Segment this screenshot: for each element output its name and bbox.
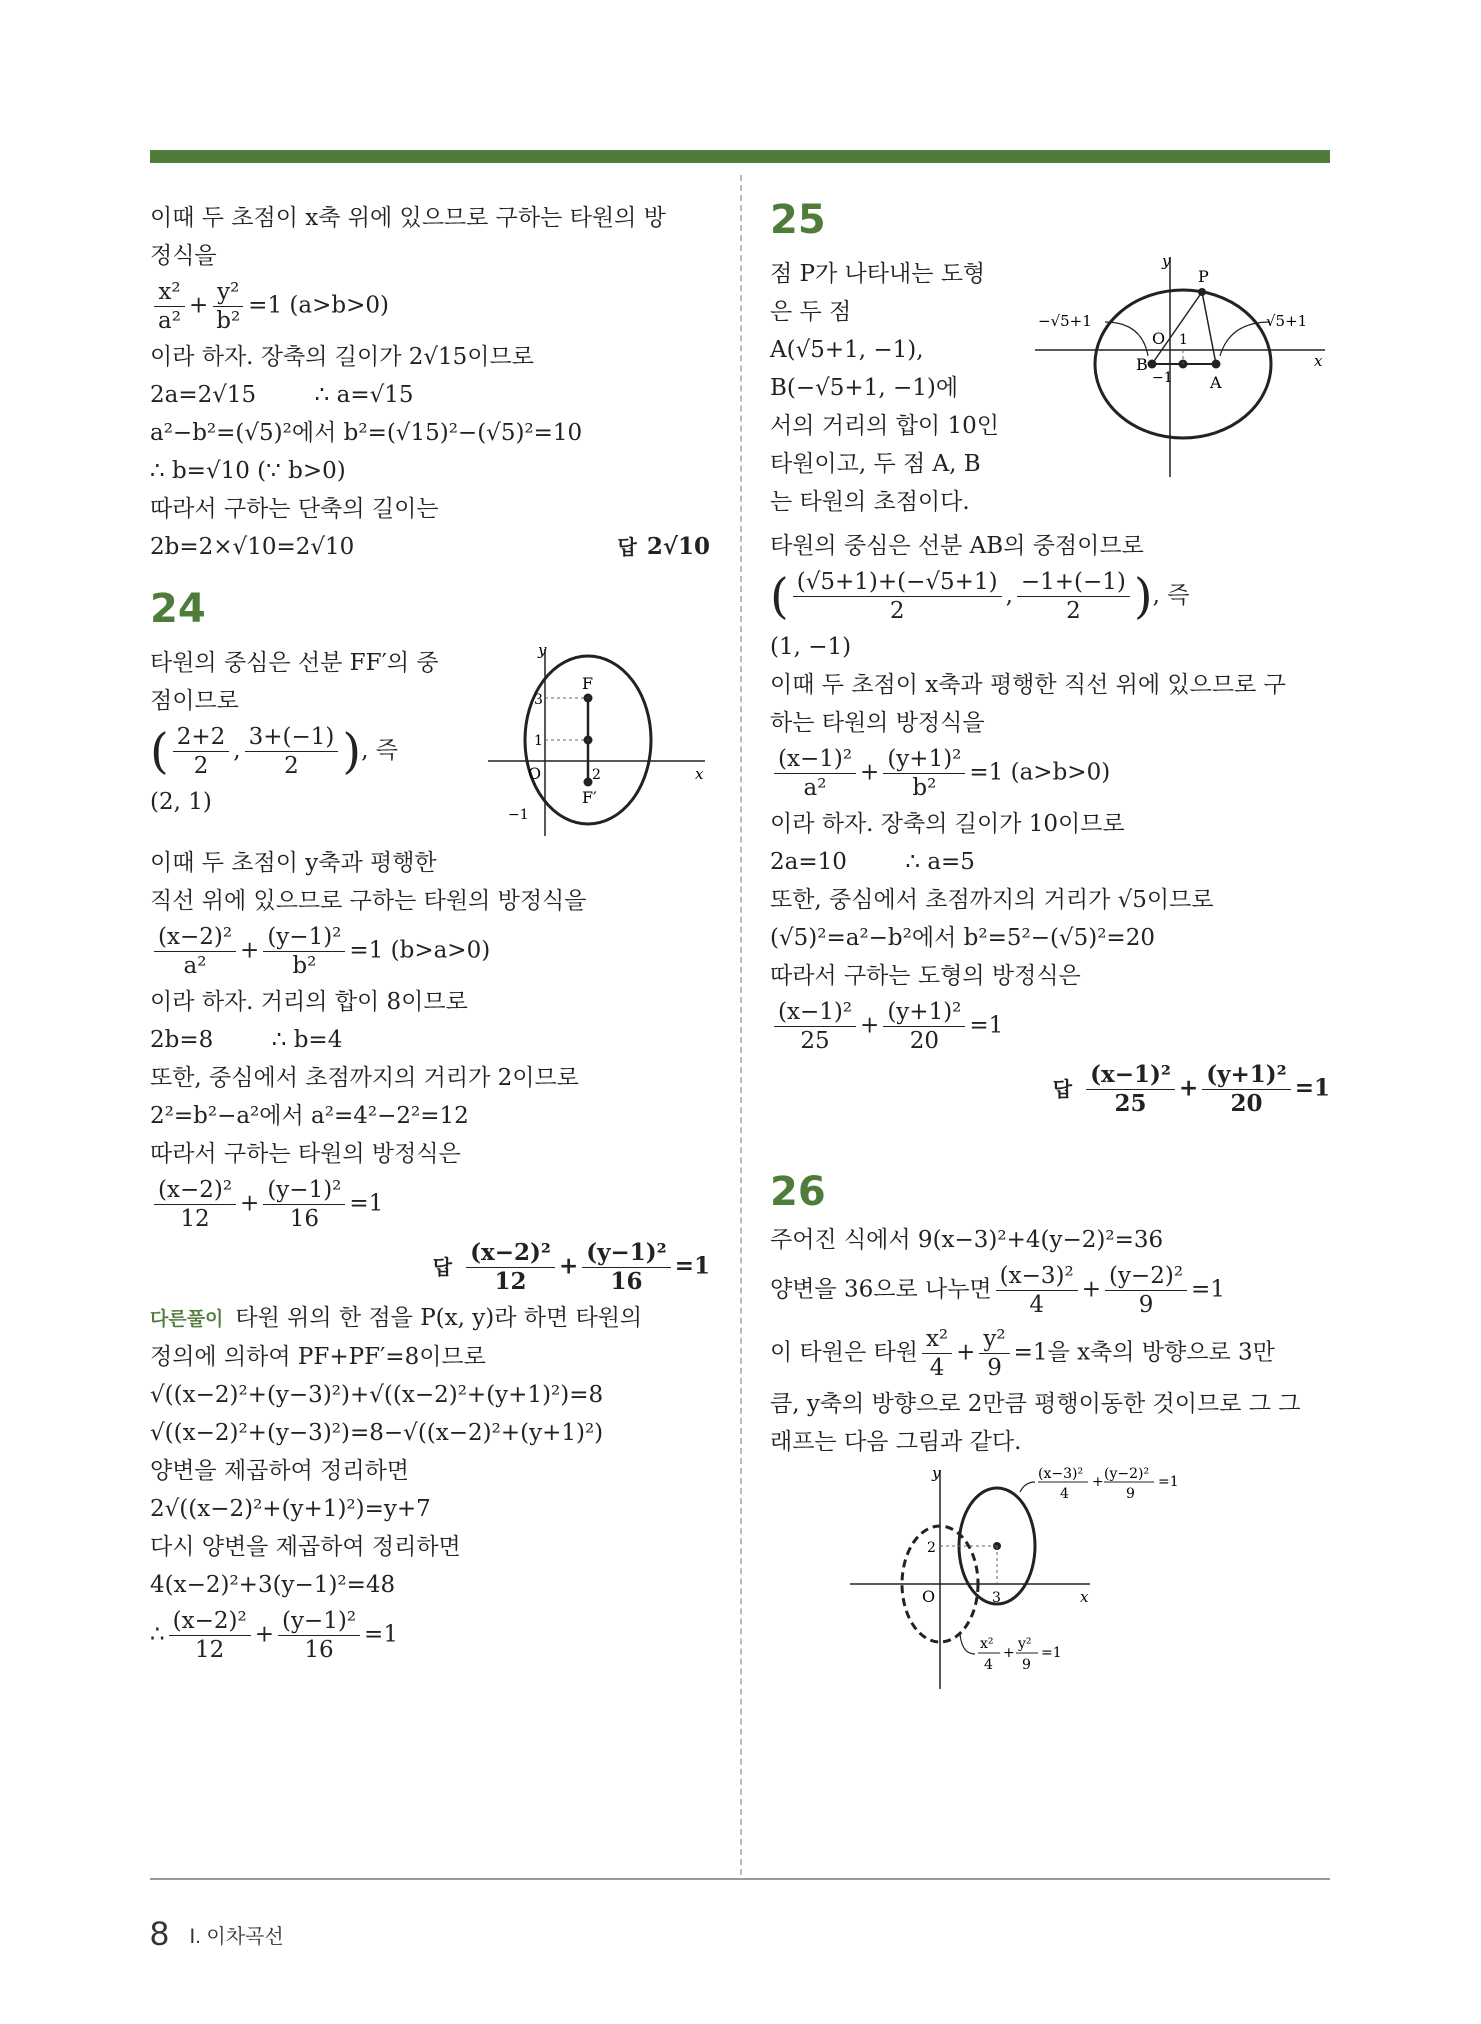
- p24-intro: [150, 641, 710, 841]
- frac-den: 25: [800, 1028, 830, 1054]
- prev-answer-row: [150, 531, 710, 563]
- p24-line-5: 직선 위에 있으므로 구하는 타원의 방정식을: [150, 888, 587, 914]
- label-x: x: [695, 765, 704, 783]
- answer-label: 답: [1052, 1076, 1073, 1101]
- frac-den: 2: [889, 598, 905, 624]
- alt-text: 타원 위의 한 점을 P(x, y)라 하면 타원의: [235, 1305, 643, 1331]
- p24-line-8: 2b=8 ∴ b=4: [150, 1027, 343, 1053]
- frac-den: 12: [180, 1206, 210, 1232]
- label-y: y: [1162, 252, 1171, 270]
- frac-num: (x−3)²: [996, 1262, 1078, 1291]
- p24-line-1: 타원의 중심은 선분 FF′의 중: [150, 650, 439, 676]
- prev-line-1: 이때 두 초점이 x축 위에 있으므로 구하는 타원의 방: [150, 205, 666, 231]
- p24-alt-7: 다시 양변을 제곱하여 정리하면: [150, 1534, 461, 1560]
- therefore: ∴: [150, 1621, 165, 1648]
- prev-equation: $\frac{\text{x²}}{\text{a²}}$ + $\frac{\text{y²}}{\text{b²}}$ =1 (a>b>0): [150, 278, 710, 335]
- p24-alt-6: 2√((x−2)²+(y+1)²)=y+7: [150, 1496, 431, 1522]
- frac-den: 2: [284, 753, 299, 779]
- pointer-top: [1020, 1482, 1035, 1492]
- top-eq-plus: +: [1092, 1474, 1104, 1490]
- p24-alt-5: 양변을 제곱하여 정리하면: [150, 1458, 410, 1484]
- label-f: F: [582, 674, 594, 693]
- p25-line-5: 서의 거리의 합이 10인: [770, 413, 999, 439]
- p24-line-4: 이때 두 초점이 y축과 평행한: [150, 850, 437, 876]
- label-a: A: [1210, 373, 1222, 392]
- p25-intro: [770, 252, 1330, 524]
- frac-den: 20: [909, 1028, 939, 1054]
- answer-value: 2√10: [646, 533, 710, 560]
- frac-num: (x−2)²: [169, 1607, 251, 1636]
- tick-minus-1: −1: [1152, 370, 1173, 386]
- frac-den: 25: [1114, 1090, 1147, 1117]
- p25-line-4: B(−√5+1, −1)에: [770, 375, 959, 401]
- frac-num: (y−2)²: [1105, 1262, 1187, 1291]
- tick-1: 1: [534, 733, 543, 749]
- right-column: [770, 196, 1330, 1694]
- p24-alt-8: 4(x−2)²+3(y−1)²=48: [150, 1572, 396, 1598]
- frac-num: x²: [922, 1325, 952, 1354]
- p26-line-3-text: 이 타원은 타원: [770, 1339, 918, 1366]
- label-left-focus-x: −√5+1: [1038, 312, 1092, 330]
- frac-den: 16: [610, 1268, 643, 1295]
- p24-line-9: 또한, 중심에서 초점까지의 거리가 2이므로: [150, 1065, 579, 1091]
- top-eq-rhs: =1: [1158, 1474, 1179, 1490]
- p26-translated-ellipse-figure: [770, 1464, 1330, 1694]
- p25-line-15: 또한, 중심에서 초점까지의 거리가 √5이므로: [770, 887, 1214, 913]
- midpoint-suffix: , 즉: [361, 737, 398, 764]
- frac-num: (√5+1)+(−√5+1): [793, 568, 1002, 597]
- frac-num: (y−1)²: [263, 1176, 345, 1205]
- p24-alt-2: 정의에 의하여 PF+PF′=8이므로: [150, 1344, 486, 1370]
- frac-num: −1+(−1): [1017, 568, 1130, 597]
- tick-2: 2: [592, 767, 601, 783]
- equation-rhs: =1: [349, 1190, 384, 1217]
- p25-line-7: 는 타원의 초점이다.: [770, 489, 970, 515]
- frac-num: (y−1)²: [278, 1607, 360, 1636]
- p25-line-16: (√5)²=a²−b²에서 b²=5²−(√5)²=20: [770, 925, 1155, 951]
- frac-den: 12: [494, 1268, 527, 1295]
- top-accent-bar: [150, 150, 1330, 163]
- label-p: P: [1198, 267, 1209, 286]
- answer-label: 답: [617, 535, 637, 559]
- p25-equation-1: $\frac{\text{(x−1)²}}{\text{a²}}$ + $\frac{\text{(y+1)²}}{\text{b²}}$ =1 (a>b>0): [770, 745, 1330, 802]
- frac-den: 9: [987, 1355, 1002, 1381]
- equation-rhs: =1 (a>b>0): [969, 759, 1111, 786]
- p25-center: (1, −1): [770, 634, 852, 660]
- frac-num: 3+(−1): [245, 723, 339, 752]
- frac-num: x²: [154, 278, 184, 307]
- p25-line-2: 은 두 점: [770, 299, 852, 325]
- p24-line-10: 2²=b²−a²에서 a²=4²−2²=12: [150, 1103, 469, 1129]
- bottom-eq-den-2: 9: [1022, 1657, 1031, 1673]
- frac-num: (x−1)²: [1086, 1061, 1175, 1090]
- p26-line-5: 래프는 다음 그림과 같다.: [770, 1429, 1022, 1455]
- bottom-eq-num-1: x²: [980, 1636, 994, 1652]
- frac-num: y²: [213, 278, 243, 307]
- frac-num: (y+1)²: [883, 745, 965, 774]
- p24-line-7: 이라 하자. 거리의 합이 8이므로: [150, 989, 468, 1015]
- p25-line-11: 하는 타원의 방정식을: [770, 710, 985, 736]
- p26-line-3-rest: =1을 x축의 방향으로 3만: [1013, 1339, 1275, 1366]
- prev-line-9: 2b=2×√10=2√10: [150, 534, 355, 560]
- equation-rhs: =1 (b>a>0): [349, 937, 491, 964]
- equation-rhs: =1: [969, 1012, 1004, 1039]
- alt-solution-label: 다른풀이: [150, 1308, 224, 1330]
- p24-alt-1: [150, 1302, 710, 1335]
- frac-num: (y−1)²: [263, 923, 345, 952]
- tick-minus-1: −1: [508, 807, 529, 823]
- label-x: x: [1314, 352, 1323, 370]
- p26-line-1: 주어진 식에서 9(x−3)²+4(y−2)²=36: [770, 1227, 1164, 1253]
- answer-label: 답: [432, 1254, 453, 1279]
- p25-line-3: A(√5+1, −1),: [770, 337, 924, 363]
- label-right-focus-x: √5+1: [1266, 312, 1308, 330]
- tick-1: 1: [1179, 332, 1188, 348]
- frac-den: 2: [1066, 598, 1081, 624]
- pointer-bottom: [960, 1634, 975, 1654]
- p24-midpoint: ( $\frac{2+2}{2}$ , $\frac{3+(-1)}{2}$ ), 즉: [150, 723, 398, 780]
- prev-line-8: 따라서 구하는 단축의 길이는: [150, 496, 439, 522]
- top-eq-den-2: 9: [1126, 1486, 1135, 1502]
- label-origin: O: [922, 1587, 936, 1606]
- bottom-eq-plus: +: [1003, 1645, 1015, 1661]
- top-eq-num-2: (y−2)²: [1104, 1466, 1150, 1482]
- chapter-title: Ⅰ. 이차곡선: [189, 1926, 284, 1948]
- left-column: [150, 196, 710, 1670]
- frac-num: 2+2: [173, 723, 230, 752]
- pointer-left: [1105, 322, 1148, 356]
- frac-den: a²: [183, 953, 207, 979]
- equation-rhs: =1: [674, 1252, 710, 1280]
- label-f-prime: F′: [582, 788, 597, 807]
- bottom-eq-num-2: y²: [1018, 1636, 1032, 1652]
- p24-equation-1: $\frac{\text{(x−2)²}}{\text{a²}}$ + $\frac{\text{(y−1)²}}{\text{b²}}$ =1 (b>a>0): [150, 923, 710, 980]
- p24-alt-final: ∴ $\frac{\text{(x−2)²}}{12}$ + $\frac{\text{(y−1)²}}{16}$ =1: [150, 1608, 398, 1663]
- segment-pa: [1202, 292, 1216, 364]
- p24-answer: 답 $\frac{\text{(x−2)²}}{12}$ + $\frac{\text{(y−1)²}}{16}$ =1: [432, 1239, 710, 1295]
- prev-line-6: a²−b²=(√5)²에서 b²=(√15)²−(√5)²=10: [150, 420, 583, 446]
- frac-den: 2: [193, 753, 209, 779]
- frac-den: 12: [195, 1637, 225, 1663]
- prev-line-7: ∴ b=√10 (∵ b>0): [150, 458, 346, 484]
- tick-3: 3: [534, 692, 543, 708]
- p24-line-2: 점이므로: [150, 688, 239, 714]
- frac-num: (x−1)²: [774, 745, 856, 774]
- p25-answer: 답 $\frac{\text{(x−1)²}}{25}$ + $\frac{\text{(y+1)²}}{20}$ =1: [1052, 1061, 1330, 1117]
- frac-den: b²: [912, 775, 937, 801]
- p24-equation-2: $\frac{\text{(x−2)²}}{12}$ + $\frac{\text{(y−1)²}}{16}$ =1: [150, 1176, 710, 1233]
- frac-den: b²: [216, 308, 241, 334]
- p25-equation-2: $\frac{\text{(x−1)²}}{25}$ + $\frac{\text{(y+1)²}}{20}$ =1: [770, 998, 1330, 1055]
- problem-number-26: 26: [770, 1169, 826, 1215]
- p24-alt-4: √((x−2)²+(y−3)²)=8−√((x−2)²+(y+1)²): [150, 1420, 604, 1446]
- page-footer: [150, 1915, 284, 1954]
- p26-line-3: 이 타원은 타원 $\frac{\text{x²}}{4}$ + $\frac{\text{y²}}{9}$ =1을 x축의 방향으로 3만: [770, 1326, 1275, 1381]
- p25-midpoint: ( $\frac{(√5+1)+(-√5+1)}{2}$ , $\frac{-1+(-1)}{2}$ ), 즉: [770, 568, 1190, 625]
- prev-line-5: 2a=2√15 ∴ a=√15: [150, 382, 414, 408]
- top-eq-num-1: (x−3)²: [1038, 1466, 1084, 1482]
- frac-num: (x−2)²: [154, 1176, 236, 1205]
- problem-number-25: 25: [770, 197, 826, 243]
- footer-rule: [150, 1878, 1330, 1880]
- p25-line-6: 타원이고, 두 점 A, B: [770, 451, 981, 477]
- label-origin: O: [528, 764, 542, 783]
- frac-den: 16: [289, 1206, 319, 1232]
- tick-2: 2: [927, 1540, 936, 1556]
- frac-den: a²: [803, 775, 827, 801]
- p25-line-10: 이때 두 초점이 x축과 평행한 직선 위에 있으므로 구: [770, 672, 1286, 698]
- p25-line-13: 이라 하자. 장축의 길이가 10이므로: [770, 811, 1125, 837]
- frac-num: (x−1)²: [774, 998, 856, 1027]
- p25-ellipse-figure: [1030, 252, 1330, 482]
- page-number: 8: [150, 1915, 169, 1953]
- frac-num: y²: [979, 1325, 1009, 1354]
- p24-alt-3: √((x−2)²+(y−3)²)+√((x−2)²+(y+1)²)=8: [150, 1382, 604, 1408]
- pointer-right: [1220, 322, 1270, 356]
- label-b: B: [1136, 355, 1148, 374]
- p25-line-14: 2a=10 ∴ a=5: [770, 849, 975, 875]
- midpoint-suffix: , 즉: [1152, 582, 1190, 609]
- p26-line-4: 큼, y축의 방향으로 2만큼 평행이동한 것이므로 그 그: [770, 1391, 1301, 1417]
- frac-den: b²: [292, 953, 317, 979]
- p24-line-11: 따라서 구하는 타원의 방정식은: [150, 1141, 461, 1167]
- frac-num: (x−2)²: [466, 1239, 555, 1268]
- frac-num: (x−2)²: [154, 923, 236, 952]
- top-eq-den-1: 4: [1060, 1486, 1069, 1502]
- tick-3: 3: [992, 1590, 1001, 1606]
- column-divider: [740, 175, 742, 1875]
- p26-line-2: 양변을 36으로 나누면 $\frac{\text{(x−3)²}}{4}$ + $\frac{\text{(y−2)²}}{9}$ =1: [770, 1263, 1225, 1318]
- p25-line-17: 따라서 구하는 도형의 방정식은: [770, 963, 1081, 989]
- equation-rhs: =1: [1191, 1276, 1225, 1303]
- label-x: x: [1080, 1588, 1089, 1606]
- bottom-eq-rhs: =1: [1041, 1645, 1062, 1661]
- problem-number-24: 24: [150, 586, 206, 632]
- frac-num: (y+1)²: [1202, 1061, 1290, 1090]
- frac-den: 4: [1029, 1292, 1044, 1318]
- label-y: y: [932, 1464, 941, 1482]
- p25-line-8: 타원의 중심은 선분 AB의 중점이므로: [770, 533, 1144, 559]
- label-origin: O: [1152, 329, 1166, 348]
- p26-line-2-text: 양변을 36으로 나누면: [770, 1276, 992, 1303]
- p24-center: (2, 1): [150, 789, 212, 815]
- frac-den: 4: [929, 1355, 945, 1381]
- prev-line-2: 정식을: [150, 243, 217, 269]
- p24-ellipse-figure: [480, 641, 710, 841]
- equation-rhs: =1: [1294, 1074, 1330, 1102]
- prev-line-4: 이라 하자. 장축의 길이가 2√15이므로: [150, 344, 534, 370]
- segment-pb: [1152, 292, 1202, 364]
- frac-num: (y+1)²: [883, 998, 965, 1027]
- frac-den: a²: [158, 308, 181, 334]
- label-y: y: [538, 641, 547, 659]
- frac-den: 20: [1230, 1090, 1263, 1117]
- equation-rhs: =1 (a>b>0): [248, 292, 389, 319]
- frac-num: (y−1)²: [582, 1239, 670, 1268]
- equation-rhs: =1: [364, 1621, 398, 1648]
- p25-line-1: 점 P가 나타내는 도형: [770, 261, 986, 287]
- frac-den: 16: [304, 1637, 334, 1663]
- frac-den: 9: [1138, 1292, 1154, 1318]
- bottom-eq-den-1: 4: [984, 1657, 993, 1673]
